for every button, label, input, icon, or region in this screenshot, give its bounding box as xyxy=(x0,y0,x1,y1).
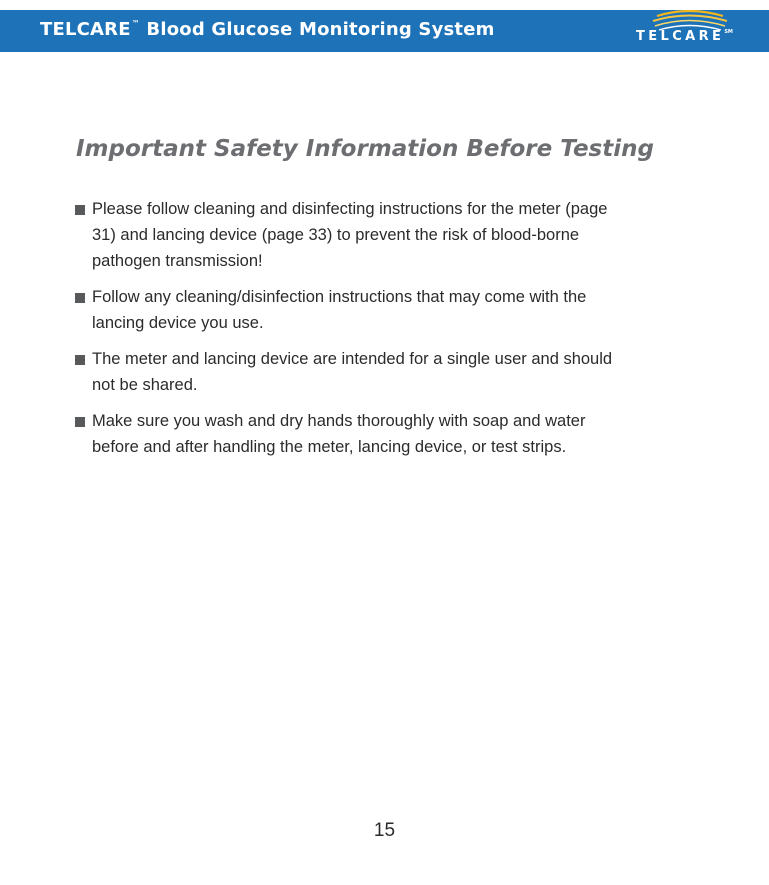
logo-wordmark xyxy=(636,29,733,44)
header-title xyxy=(40,19,495,40)
square-bullet-icon xyxy=(75,355,85,365)
bullet-item xyxy=(75,408,635,460)
bullet-text: The meter and lancing device are intended for a single user and should not be shared. xyxy=(92,350,613,394)
header-title-text: Blood Glucose Monitoring System xyxy=(146,19,495,40)
square-bullet-icon xyxy=(75,417,85,427)
bullet-item xyxy=(75,284,635,336)
bullet-item xyxy=(75,346,635,398)
square-bullet-icon xyxy=(75,293,85,303)
bullet-item xyxy=(75,196,635,274)
bullet-text: Make sure you wash and dry hands thoroughly with soap and water before and after handling the meter, lancing device, or test strips. xyxy=(92,412,586,456)
square-bullet-icon xyxy=(75,205,85,215)
bullet-text: Please follow cleaning and disinfecting instructions for the meter (page 31) and lancing device (page 33) to prevent the risk of blood-borne pathogen transmission! xyxy=(92,200,608,270)
safety-bullet-list xyxy=(75,196,635,470)
header-title-brand: TELCARE xyxy=(40,19,131,40)
page-number: 15 xyxy=(373,820,396,841)
header-title-trademark: ™ xyxy=(131,19,140,28)
header-bar xyxy=(0,10,769,52)
telcare-logo xyxy=(633,10,743,52)
section-title: Important Safety Information Before Testing xyxy=(76,136,654,162)
bullet-text: Follow any cleaning/disinfection instructions that may come with the lancing device you use. xyxy=(92,288,587,332)
logo-wordmark-text: TELCARE xyxy=(636,29,725,44)
logo-service-mark: SM xyxy=(724,29,733,35)
